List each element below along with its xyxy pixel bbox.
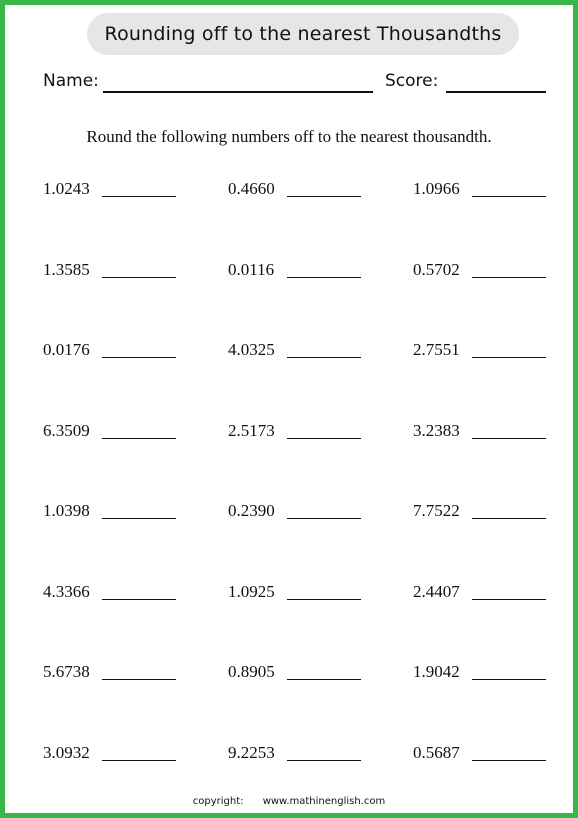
problem-item bbox=[228, 421, 378, 443]
problem-item bbox=[43, 340, 193, 362]
problem-number: 4.3366 bbox=[43, 582, 90, 601]
answer-blank[interactable] bbox=[287, 196, 361, 197]
problem-item bbox=[43, 179, 193, 201]
answer-blank[interactable] bbox=[287, 599, 361, 600]
answer-blank[interactable] bbox=[102, 438, 176, 439]
answer-blank[interactable] bbox=[102, 357, 176, 358]
problem-number: 0.5687 bbox=[413, 743, 460, 762]
problem-item bbox=[413, 743, 563, 765]
page-title: Rounding off to the nearest Thousandths bbox=[104, 23, 502, 45]
problem-number: 2.5173 bbox=[228, 421, 275, 440]
score-label: Score: bbox=[385, 71, 439, 91]
answer-blank[interactable] bbox=[102, 679, 176, 680]
answer-blank[interactable] bbox=[102, 760, 176, 761]
problem-item bbox=[228, 260, 378, 282]
problem-number: 1.0925 bbox=[228, 582, 275, 601]
problem-item bbox=[228, 340, 378, 362]
answer-blank[interactable] bbox=[102, 599, 176, 600]
problem-item bbox=[43, 662, 193, 684]
problem-number: 1.3585 bbox=[43, 260, 90, 279]
problem-item bbox=[228, 179, 378, 201]
problem-item bbox=[413, 340, 563, 362]
copyright-label: copyright: bbox=[192, 796, 244, 807]
footer bbox=[5, 796, 573, 807]
website-link[interactable]: www.mathinenglish.com bbox=[262, 796, 386, 807]
problem-item bbox=[228, 582, 378, 604]
problem-number: 0.2390 bbox=[228, 501, 275, 520]
instructions: Round the following numbers off to the nearest thousandth. bbox=[86, 127, 492, 146]
answer-blank[interactable] bbox=[287, 438, 361, 439]
name-field[interactable] bbox=[103, 91, 373, 93]
problem-item bbox=[413, 662, 563, 684]
problem-number: 1.0398 bbox=[43, 501, 90, 520]
problem-number: 4.0325 bbox=[228, 340, 275, 359]
problem-number: 0.0116 bbox=[228, 260, 275, 279]
problem-number: 2.7551 bbox=[413, 340, 460, 359]
problem-item bbox=[228, 743, 378, 765]
problem-number: 3.0932 bbox=[43, 743, 90, 762]
problem-number: 1.9042 bbox=[413, 662, 460, 681]
problem-item bbox=[43, 260, 193, 282]
problem-number: 1.0243 bbox=[43, 179, 90, 198]
problem-item bbox=[413, 421, 563, 443]
answer-blank[interactable] bbox=[102, 277, 176, 278]
score-field[interactable] bbox=[446, 91, 546, 93]
answer-blank[interactable] bbox=[287, 518, 361, 519]
problem-number: 6.3509 bbox=[43, 421, 90, 440]
name-score-row bbox=[43, 69, 547, 95]
name-label: Name: bbox=[43, 71, 99, 91]
problem-item bbox=[413, 260, 563, 282]
problem-number: 3.2383 bbox=[413, 421, 460, 440]
answer-blank[interactable] bbox=[472, 196, 546, 197]
problem-number: 1.0966 bbox=[413, 179, 460, 198]
answer-blank[interactable] bbox=[287, 679, 361, 680]
answer-blank[interactable] bbox=[472, 760, 546, 761]
answer-blank[interactable] bbox=[102, 518, 176, 519]
answer-blank[interactable] bbox=[472, 357, 546, 358]
problem-number: 7.7522 bbox=[413, 501, 460, 520]
problem-item bbox=[43, 421, 193, 443]
problem-item bbox=[413, 501, 563, 523]
problem-item bbox=[228, 501, 378, 523]
answer-blank[interactable] bbox=[287, 357, 361, 358]
answer-blank[interactable] bbox=[472, 438, 546, 439]
problem-item bbox=[43, 743, 193, 765]
problem-item bbox=[43, 501, 193, 523]
problem-number: 0.4660 bbox=[228, 179, 275, 198]
problem-number: 9.2253 bbox=[228, 743, 275, 762]
answer-blank[interactable] bbox=[472, 679, 546, 680]
problem-number: 0.8905 bbox=[228, 662, 275, 681]
problem-item bbox=[413, 179, 563, 201]
answer-blank[interactable] bbox=[472, 599, 546, 600]
problem-number: 5.6738 bbox=[43, 662, 90, 681]
title-banner bbox=[87, 13, 519, 55]
problem-item bbox=[228, 662, 378, 684]
answer-blank[interactable] bbox=[472, 277, 546, 278]
answer-blank[interactable] bbox=[287, 760, 361, 761]
problem-item bbox=[43, 582, 193, 604]
problem-number: 2.4407 bbox=[413, 582, 460, 601]
answer-blank[interactable] bbox=[102, 196, 176, 197]
problem-item bbox=[413, 582, 563, 604]
answer-blank[interactable] bbox=[287, 277, 361, 278]
answer-blank[interactable] bbox=[472, 518, 546, 519]
problem-number: 0.5702 bbox=[413, 260, 460, 279]
problem-number: 0.0176 bbox=[43, 340, 90, 359]
